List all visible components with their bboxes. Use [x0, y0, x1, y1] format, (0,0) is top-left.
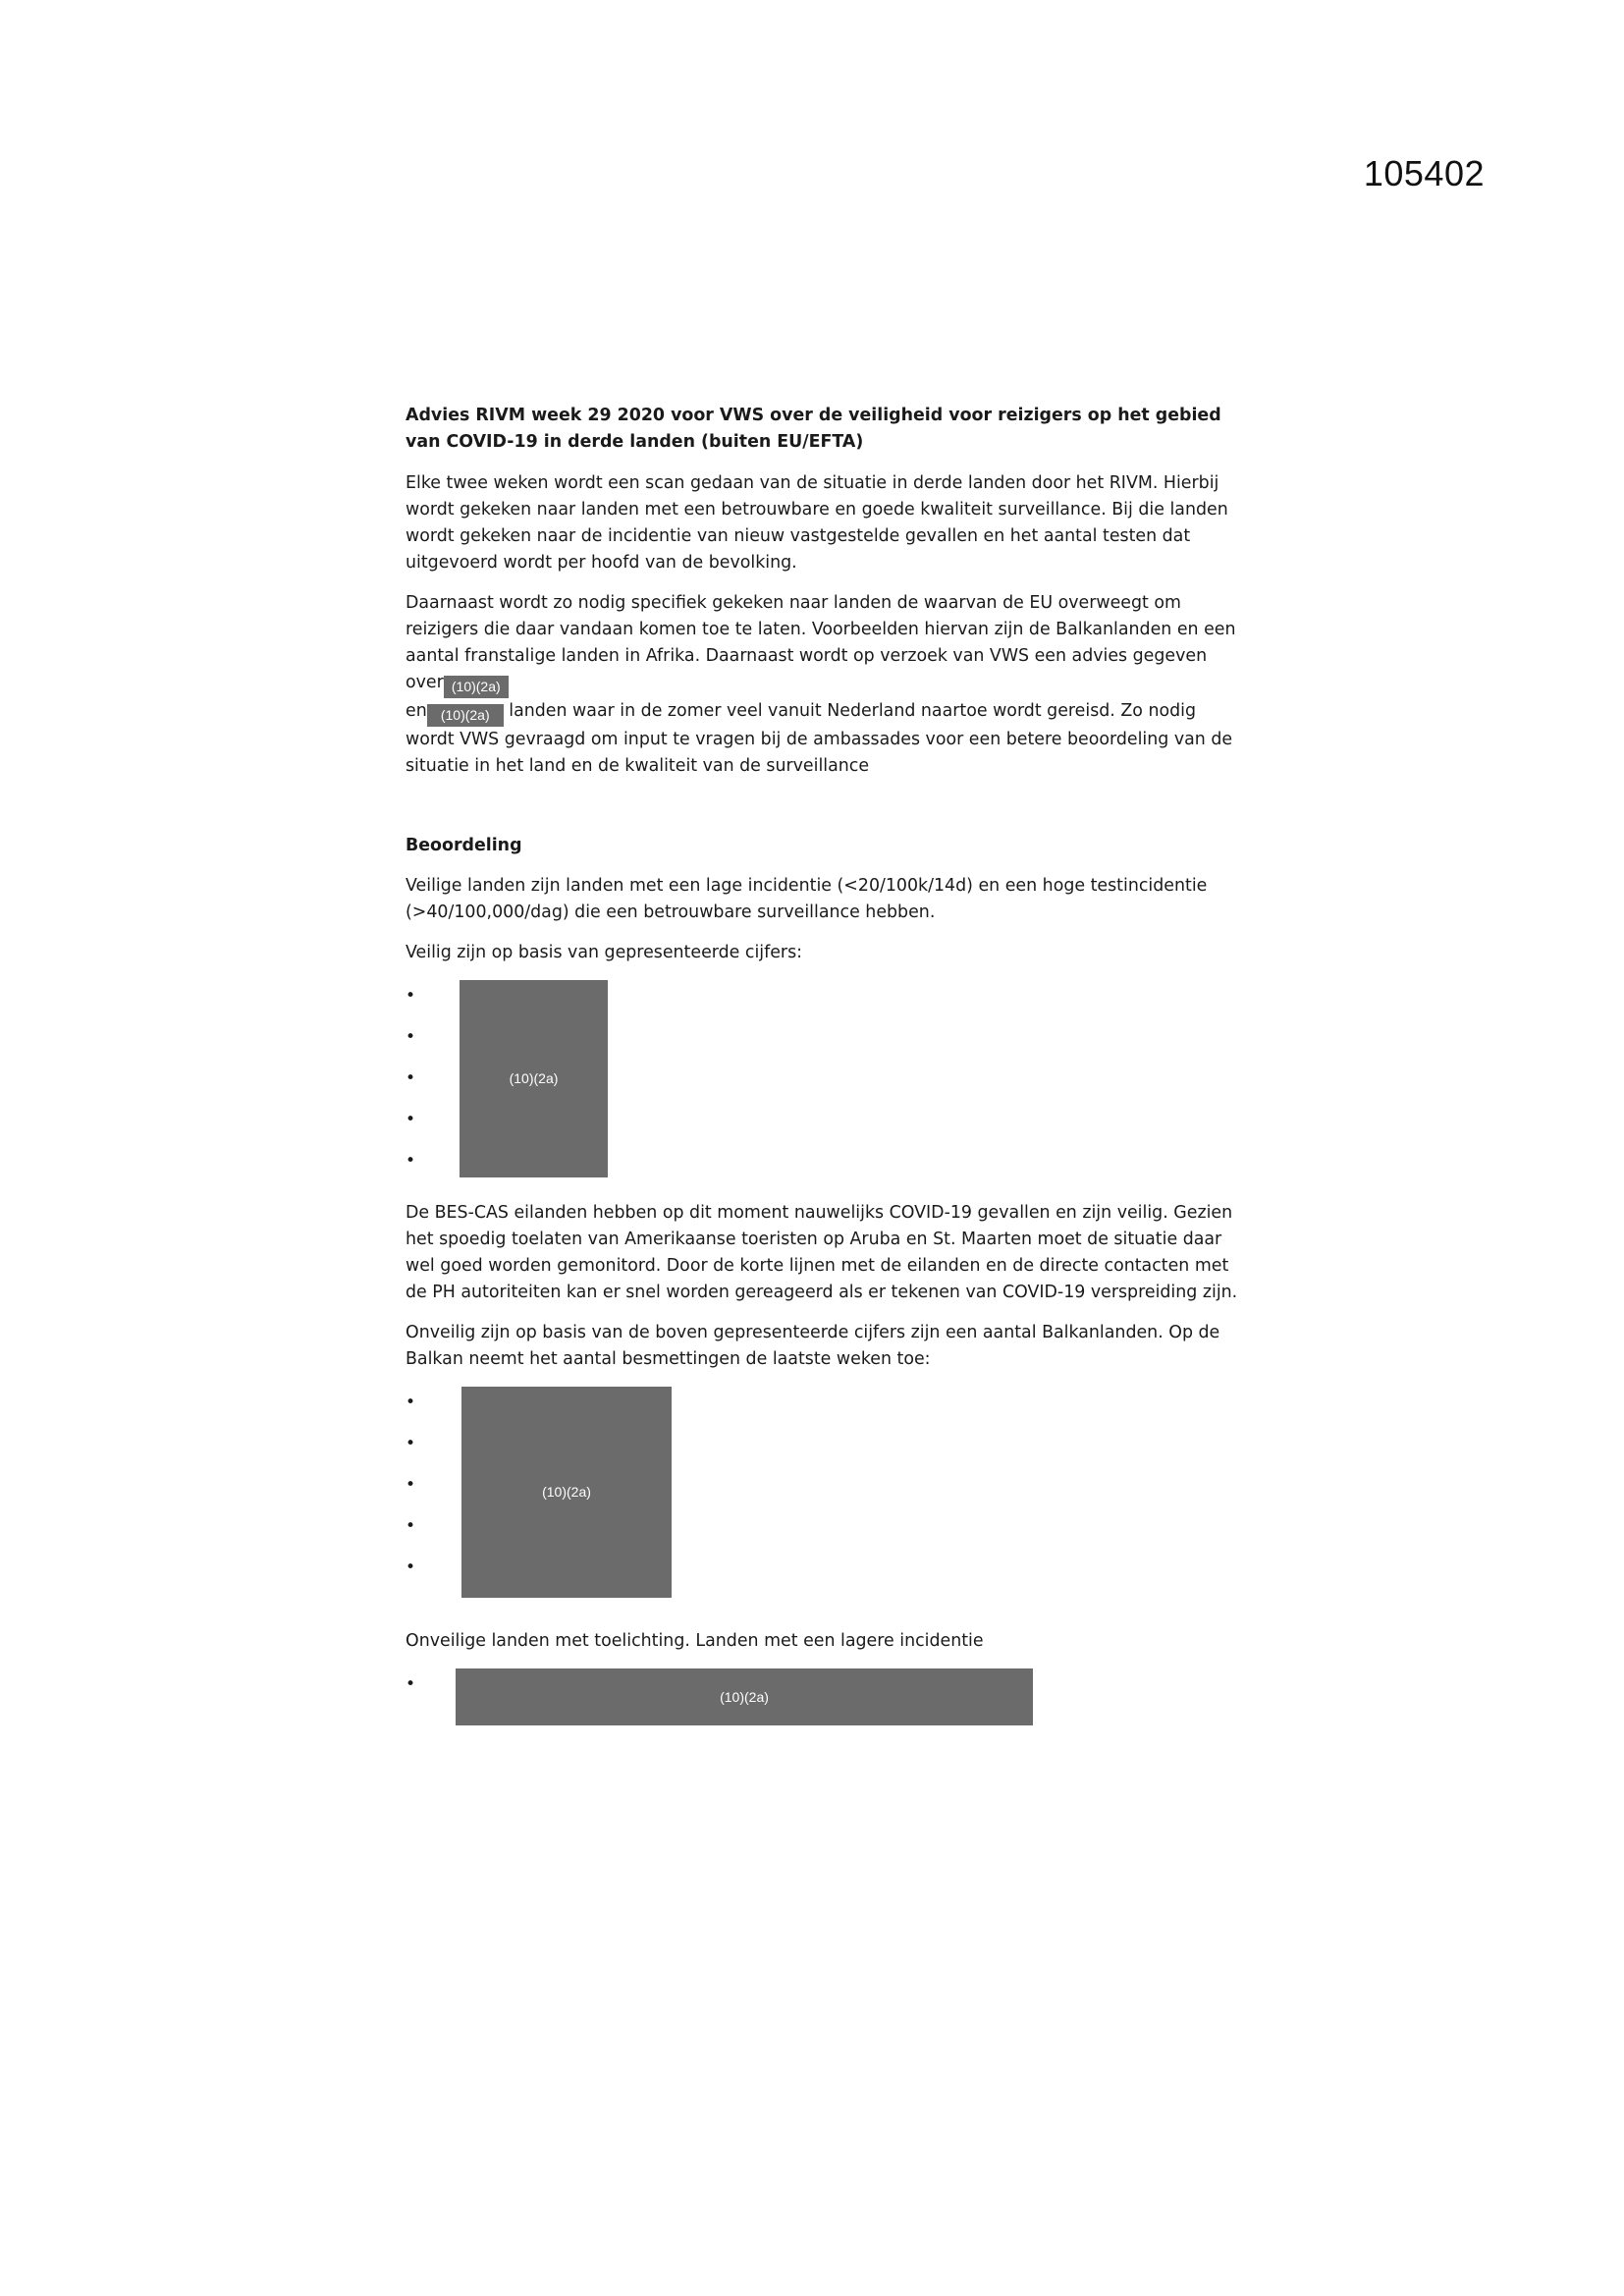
document-number: 105402: [1363, 153, 1485, 193]
bullet-icon: •: [406, 986, 416, 1006]
second-paragraph-part2: en: [406, 701, 427, 721]
beoordeling-heading: Beoordeling: [406, 836, 522, 855]
unsafe-paragraph: Onveilig zijn op basis van de boven gepresenteerde cijfers zijn een aantal Balkanlanden. Op de Balkan neemt het aantal besmettingen de laatste weken toe:: [406, 1323, 1220, 1369]
bullet-icon: •: [406, 1393, 416, 1412]
bullet-icon: •: [406, 1151, 416, 1171]
bullet-icon: •: [406, 1558, 416, 1577]
second-paragraph-part1: Daarnaast wordt zo nodig specifiek gekeken naar landen de waarvan de EU overweegt om reizigers die daar vandaan komen toe te laten. Voorbeelden hiervan zijn de Balkanlanden en een aantal franstalige landen in Afrika. Daarnaast wordt op verzoek van VWS een advies gegeven over: [406, 593, 1236, 692]
unsafe-countries-list: [406, 1387, 1242, 1593]
document-body: [406, 403, 1242, 1739]
redaction-block-safe: (10)(2a): [460, 980, 608, 1177]
safe-intro: Veilig zijn op basis van gepresenteerde cijfers:: [406, 943, 802, 962]
bullet-icon: •: [406, 1516, 416, 1536]
bullet-icon: •: [406, 1434, 416, 1453]
bullet-icon: •: [406, 1068, 416, 1088]
bullet-icon: •: [406, 1110, 416, 1129]
intro-paragraph: Elke twee weken wordt een scan gedaan van de situatie in derde landen door het RIVM. Hierbij wordt gekeken naar landen met een betrouwbare en goede kwaliteit surveillance. Bij die landen wordt gekeken naar de incidentie van nieuw vastgestelde gevallen en het aantal testen dat uitgevoerd wordt per hoofd van de bevolking.: [406, 473, 1228, 573]
safe-countries-list: [406, 980, 1242, 1186]
document-title: Advies RIVM week 29 2020 voor VWS over de veiligheid voor reizigers op het gebied van COVID-19 in derde landen (buiten EU/EFTA): [406, 406, 1221, 452]
bes-cas-paragraph: De BES-CAS eilanden hebben op dit moment nauwelijks COVID-19 gevallen en zijn veilig. Gezien het spoedig toelaten van Amerikaanse toeristen op Aruba en St. Maarten moet de situatie daar wel goed worden gemonitord. Door de korte lijnen met de eilanden en de directe contacten met de PH autoriteiten kan er snel worden gereageerd als er tekenen van COVID-19 verspreiding zijn.: [406, 1203, 1238, 1302]
redaction-block-unsafe: (10)(2a): [461, 1387, 672, 1598]
unsafe-explained-list: [406, 1668, 1242, 1725]
redaction-inline-1: (10)(2a): [444, 676, 509, 698]
second-paragraph-part3: landen waar in de zomer veel vanuit Nederland naartoe wordt gereisd. Zo nodig wordt VWS gevraagd om input te vragen bij de ambassades voor een betere beoordeling van de situatie in het land en de kwaliteit van de surveillance: [406, 701, 1233, 776]
redaction-inline-2: (10)(2a): [427, 704, 504, 727]
unsafe-explained-intro: Onveilige landen met toelichting. Landen met een lagere incidentie: [406, 1631, 984, 1651]
bullet-icon: •: [406, 1027, 416, 1047]
redaction-block-explained: (10)(2a): [456, 1668, 1033, 1725]
safe-definition: Veilige landen zijn landen met een lage incidentie (<20/100k/14d) en een hoge testincidentie (>40/100,000/dag) die een betrouwbare surveillance hebben.: [406, 876, 1208, 922]
bullet-icon: •: [406, 1674, 416, 1694]
bullet-icon: •: [406, 1475, 416, 1495]
second-paragraph: [406, 590, 1242, 780]
